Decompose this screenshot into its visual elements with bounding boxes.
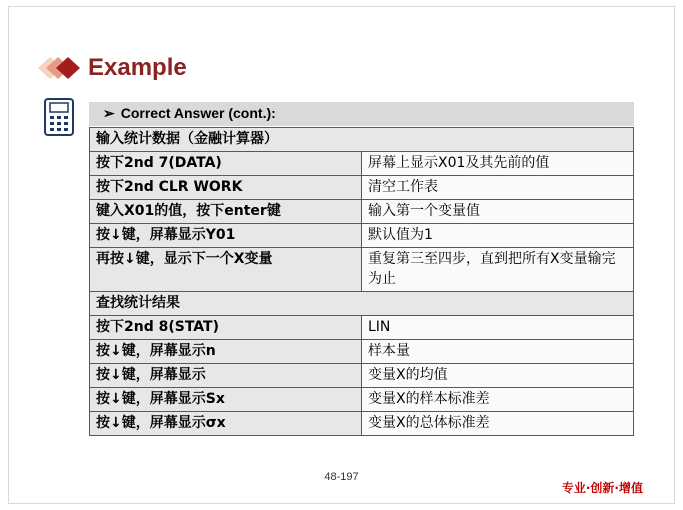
table-row xyxy=(90,200,634,224)
table-row xyxy=(90,224,634,248)
step-result-cell: 输入第一个变量值 xyxy=(362,200,634,224)
step-result-cell: 变量X的总体标准差 xyxy=(362,412,634,436)
calculator-icon xyxy=(44,98,74,136)
page-number: 48-197 xyxy=(324,471,359,483)
step-result-cell: 变量X的均值 xyxy=(362,364,634,388)
table-row xyxy=(90,176,634,200)
step-action-cell: 键入X01的值，按下enter键 xyxy=(90,200,362,224)
table-row xyxy=(90,152,634,176)
step-result-cell: 变量X的样本标准差 xyxy=(362,388,634,412)
diamond-decoration-icon xyxy=(36,55,86,81)
answer-header-label: Correct Answer (cont.): xyxy=(120,105,276,121)
step-result-cell: 清空工作表 xyxy=(362,176,634,200)
table-row xyxy=(90,128,634,152)
section-heading-cell: 查找统计结果 xyxy=(90,292,634,316)
table-row xyxy=(90,292,634,316)
step-action-cell: 按下2nd 8(STAT) xyxy=(90,316,362,340)
step-result-cell: LIN xyxy=(362,316,634,340)
table-row xyxy=(90,412,634,436)
step-action-cell: 按下2nd CLR WORK xyxy=(90,176,362,200)
answer-header xyxy=(103,105,276,122)
step-action-cell: 按下2nd 7(DATA) xyxy=(90,152,362,176)
table-row xyxy=(90,364,634,388)
table-row xyxy=(90,248,634,292)
table-row xyxy=(90,388,634,412)
step-result-cell: 样本量 xyxy=(362,340,634,364)
section-heading-cell: 输入统计数据（金融计算器） xyxy=(90,128,634,152)
table-row xyxy=(90,340,634,364)
step-action-cell: 按↓键，屏幕显示n xyxy=(90,340,362,364)
step-result-cell: 屏幕上显示X01及其先前的值 xyxy=(362,152,634,176)
step-action-cell: 按↓键，屏幕显示σx xyxy=(90,412,362,436)
table-row xyxy=(90,316,634,340)
steps-table xyxy=(89,127,634,436)
brand-slogan: 专业·创新·增值 xyxy=(561,481,643,495)
step-action-cell: 按↓键，屏幕显示Y01 xyxy=(90,224,362,248)
step-result-cell: 重复第三至四步，直到把所有X变量输完为止 xyxy=(362,248,634,292)
step-result-cell: 默认值为1 xyxy=(362,224,634,248)
step-action-cell: 按↓键，屏幕显示Sx xyxy=(90,388,362,412)
step-action-cell: 再按↓键，显示下一个X变量 xyxy=(90,248,362,292)
arrow-bullet-icon: ➢ xyxy=(103,105,115,121)
slide-title: Example xyxy=(88,54,187,81)
step-action-cell: 按↓键，屏幕显示 xyxy=(90,364,362,388)
